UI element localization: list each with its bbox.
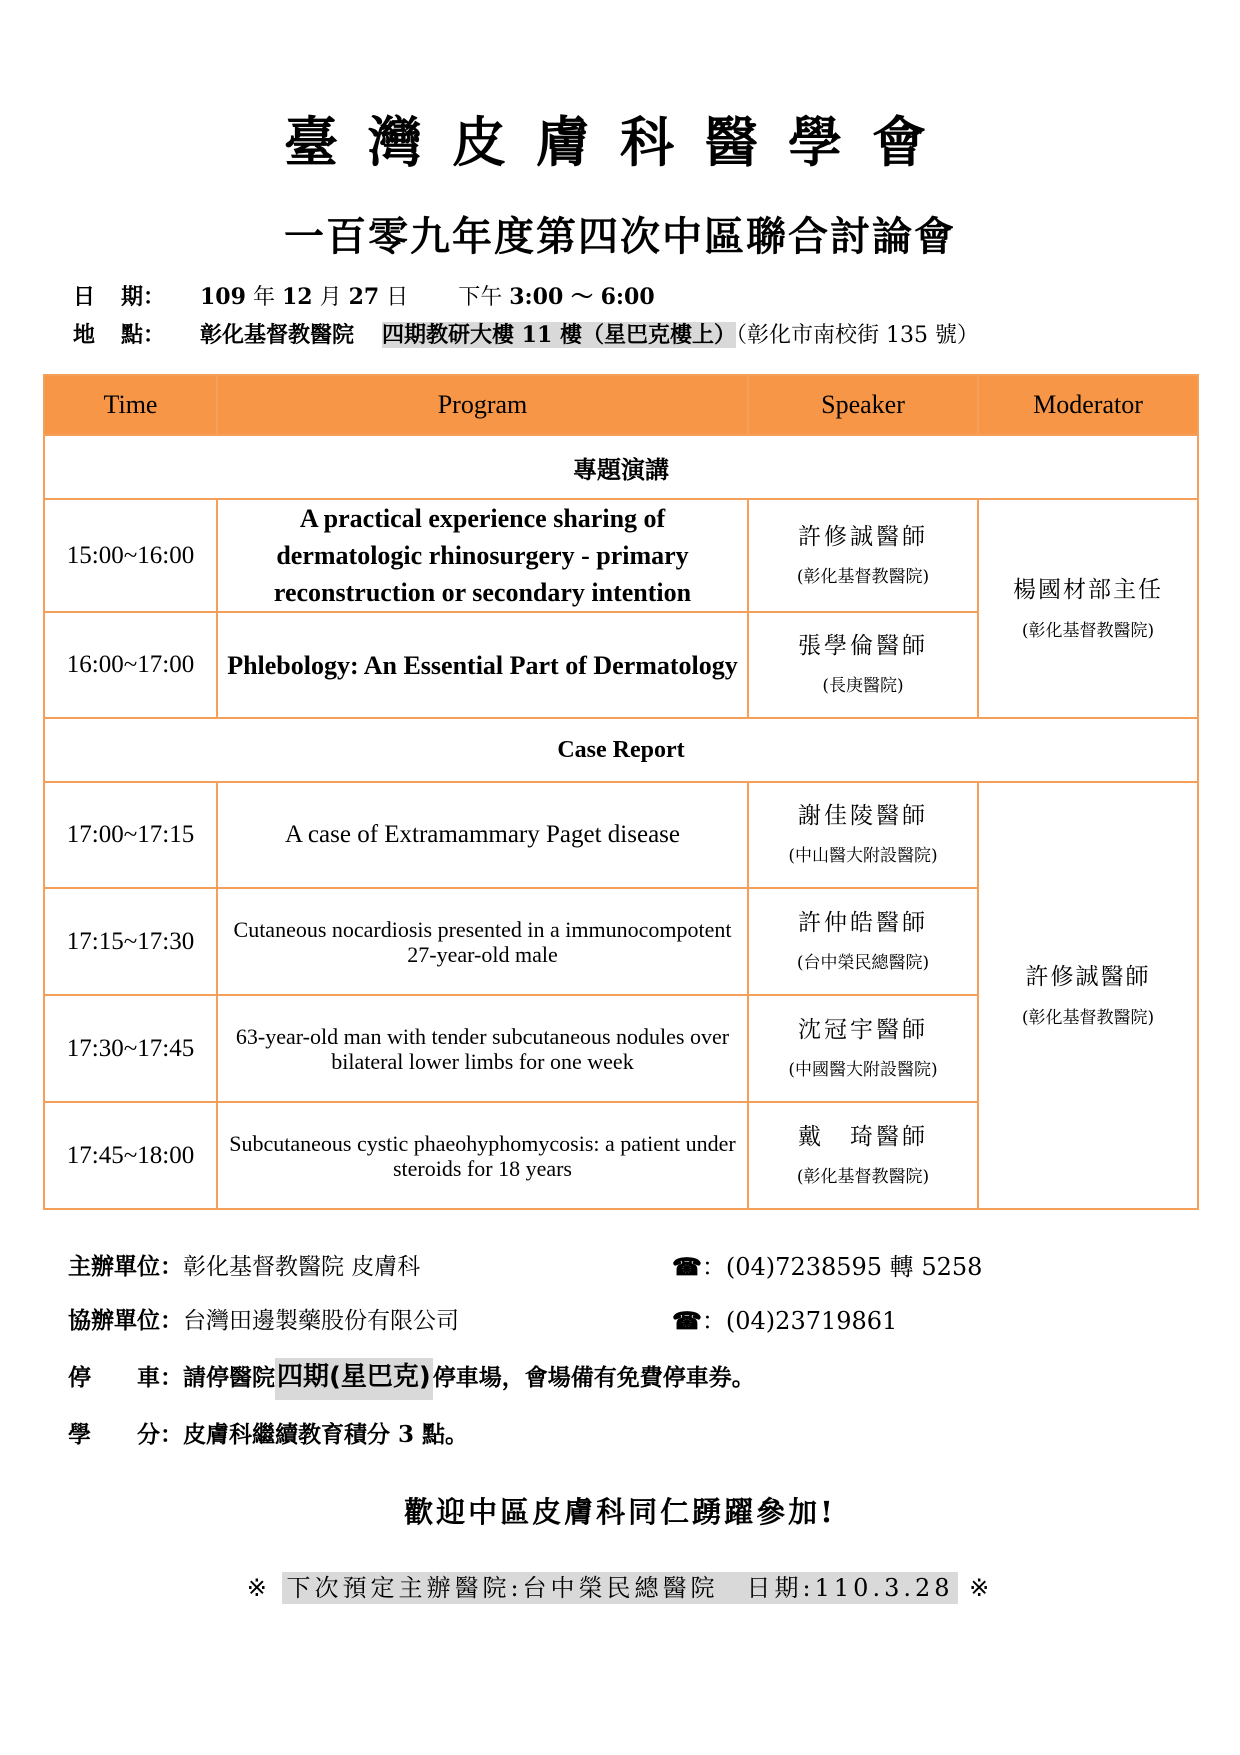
moderator-name: 許修誠醫師 <box>1025 963 1151 990</box>
next-meeting-info: 下次預定主辦醫院:台中榮民總醫院 日期:110.3.28 <box>282 1572 957 1604</box>
reference-mark: ※ <box>246 1574 271 1602</box>
date-day: 27 <box>348 284 380 310</box>
parking-line <box>68 1360 755 1395</box>
speaker-affiliation: (彰化基督教醫院) <box>796 566 930 587</box>
page-title: 臺灣皮膚科醫學會 <box>284 111 956 174</box>
speaker-name: 張學倫醫師 <box>798 633 928 659</box>
speaker-name: 許修誠醫師 <box>798 523 928 550</box>
row-program: A practical experience sharing of dermatologic rhinosurgery - primary reconstruction or secondary intention <box>217 499 748 612</box>
moderator-affiliation: (彰化基督教醫院) <box>1021 1007 1155 1028</box>
speaker-name: 許仲皓醫師 <box>798 909 928 936</box>
welcome-message: 歡迎中區皮膚科同仁踴躍參加! <box>404 1495 836 1529</box>
parking-pre: 請停醫院 <box>183 1364 275 1391</box>
moderator-affiliation: (彰化基督教醫院) <box>1021 620 1155 641</box>
header-speaker: Speaker <box>748 375 978 435</box>
next-meeting-line <box>0 1570 1240 1606</box>
parking-post: 停車場，會場備有免費停車券。 <box>432 1364 755 1391</box>
row-program: Subcutaneous cystic phaeohyphomycosis: a patient under steroids for 18 years <box>217 1102 748 1209</box>
header-moderator: Moderator <box>978 375 1198 435</box>
co-organizer-value: 台灣田邊製藥股份有限公司 <box>183 1308 459 1334</box>
moderator-name: 楊國材部主任 <box>1013 576 1163 603</box>
row-moderator <box>978 499 1198 718</box>
credit-value: 皮膚科繼續教育積分 3 點。 <box>183 1421 469 1448</box>
row-time: 16:00~17:00 <box>44 612 217 718</box>
speaker-name: 謝佳陵醫師 <box>798 803 928 829</box>
co-organizer-phone: ：(04)23719861 <box>701 1307 898 1335</box>
organizer-line <box>68 1250 420 1284</box>
reference-mark: ※ <box>969 1574 994 1602</box>
co-organizer-phone-line <box>672 1304 897 1338</box>
date-line: 日 期： 109 年 12 月 27 日 下午 3:00 ～ 6:00 <box>73 284 655 310</box>
co-organizer-line <box>68 1304 459 1338</box>
speaker-affiliation: (台中榮民總醫院) <box>796 952 930 973</box>
row-time: 15:00~16:00 <box>44 499 217 612</box>
date-month: 12 <box>281 284 313 310</box>
section-row-lecture <box>44 435 1198 499</box>
speaker-affiliation: (中國醫大附設醫院) <box>788 1059 938 1080</box>
time-value: 3:00 ～ 6:00 <box>509 284 655 310</box>
header-program: Program <box>217 375 748 435</box>
section-title: Case Report <box>44 718 1198 782</box>
row-speaker <box>748 995 978 1102</box>
organizer-value: 彰化基督教醫院 皮膚科 <box>183 1254 421 1280</box>
speaker-affiliation: (長庚醫院) <box>822 676 904 696</box>
row-speaker <box>748 888 978 995</box>
row-program: Cutaneous nocardiosis presented in a immunocompotent 27-year-old male <box>217 888 748 995</box>
row-time: 17:00~17:15 <box>44 782 217 888</box>
row-program: 63-year-old man with tender subcutaneous nodules over bilateral lower limbs for one week <box>217 995 748 1102</box>
speaker-name: 戴 琦醫師 <box>798 1123 928 1150</box>
phone-icon: ☎ <box>672 1252 702 1281</box>
place-hospital: 彰化基督教醫院 <box>200 322 355 348</box>
section-row-case <box>44 718 1198 782</box>
row-moderator <box>978 782 1198 1209</box>
place-line <box>73 320 979 351</box>
row-program: Phlebology: An Essential Part of Dermatology <box>217 612 748 718</box>
place-building: 四期教研大樓 11 樓（星巴克樓上） <box>382 322 736 348</box>
time-prefix: 下午 <box>458 285 503 310</box>
speaker-affiliation: (彰化基督教醫院) <box>796 1166 930 1187</box>
row-speaker <box>748 499 978 612</box>
page-subtitle: 一百零九年度第四次中區聯合討論會 <box>284 214 956 260</box>
table-row <box>44 782 1198 888</box>
organizer-label: 主辦單位： <box>68 1253 183 1280</box>
parking-place: 四期(星巴克) <box>275 1358 433 1400</box>
table-row <box>44 499 1198 612</box>
header-time: Time <box>44 375 217 435</box>
co-organizer-label: 協辦單位： <box>68 1307 183 1334</box>
table-header-row <box>44 375 1198 435</box>
organizer-phone: ：(04)7238595 轉 5258 <box>701 1253 983 1281</box>
row-speaker <box>748 1102 978 1209</box>
credit-line <box>68 1418 468 1452</box>
schedule-table <box>43 374 1199 1210</box>
organizer-phone-line <box>672 1250 982 1284</box>
row-program: A case of Extramammary Paget disease <box>217 782 748 888</box>
speaker-affiliation: (中山醫大附設醫院) <box>788 846 938 866</box>
date-year: 109 <box>200 284 246 310</box>
place-address: （彰化市南校街 135 號） <box>735 323 979 348</box>
row-time: 17:30~17:45 <box>44 995 217 1102</box>
row-time: 17:15~17:30 <box>44 888 217 995</box>
row-speaker <box>748 612 978 718</box>
speaker-name: 沈冠宇醫師 <box>798 1016 928 1043</box>
date-label: 日 期： <box>73 284 166 310</box>
row-speaker <box>748 782 978 888</box>
phone-icon: ☎ <box>672 1306 702 1335</box>
place-label: 地 點： <box>73 322 166 348</box>
section-title: 專題演講 <box>44 435 1198 499</box>
row-time: 17:45~18:00 <box>44 1102 217 1209</box>
parking-label: 停 車： <box>68 1364 183 1391</box>
credit-label: 學 分： <box>68 1421 183 1448</box>
